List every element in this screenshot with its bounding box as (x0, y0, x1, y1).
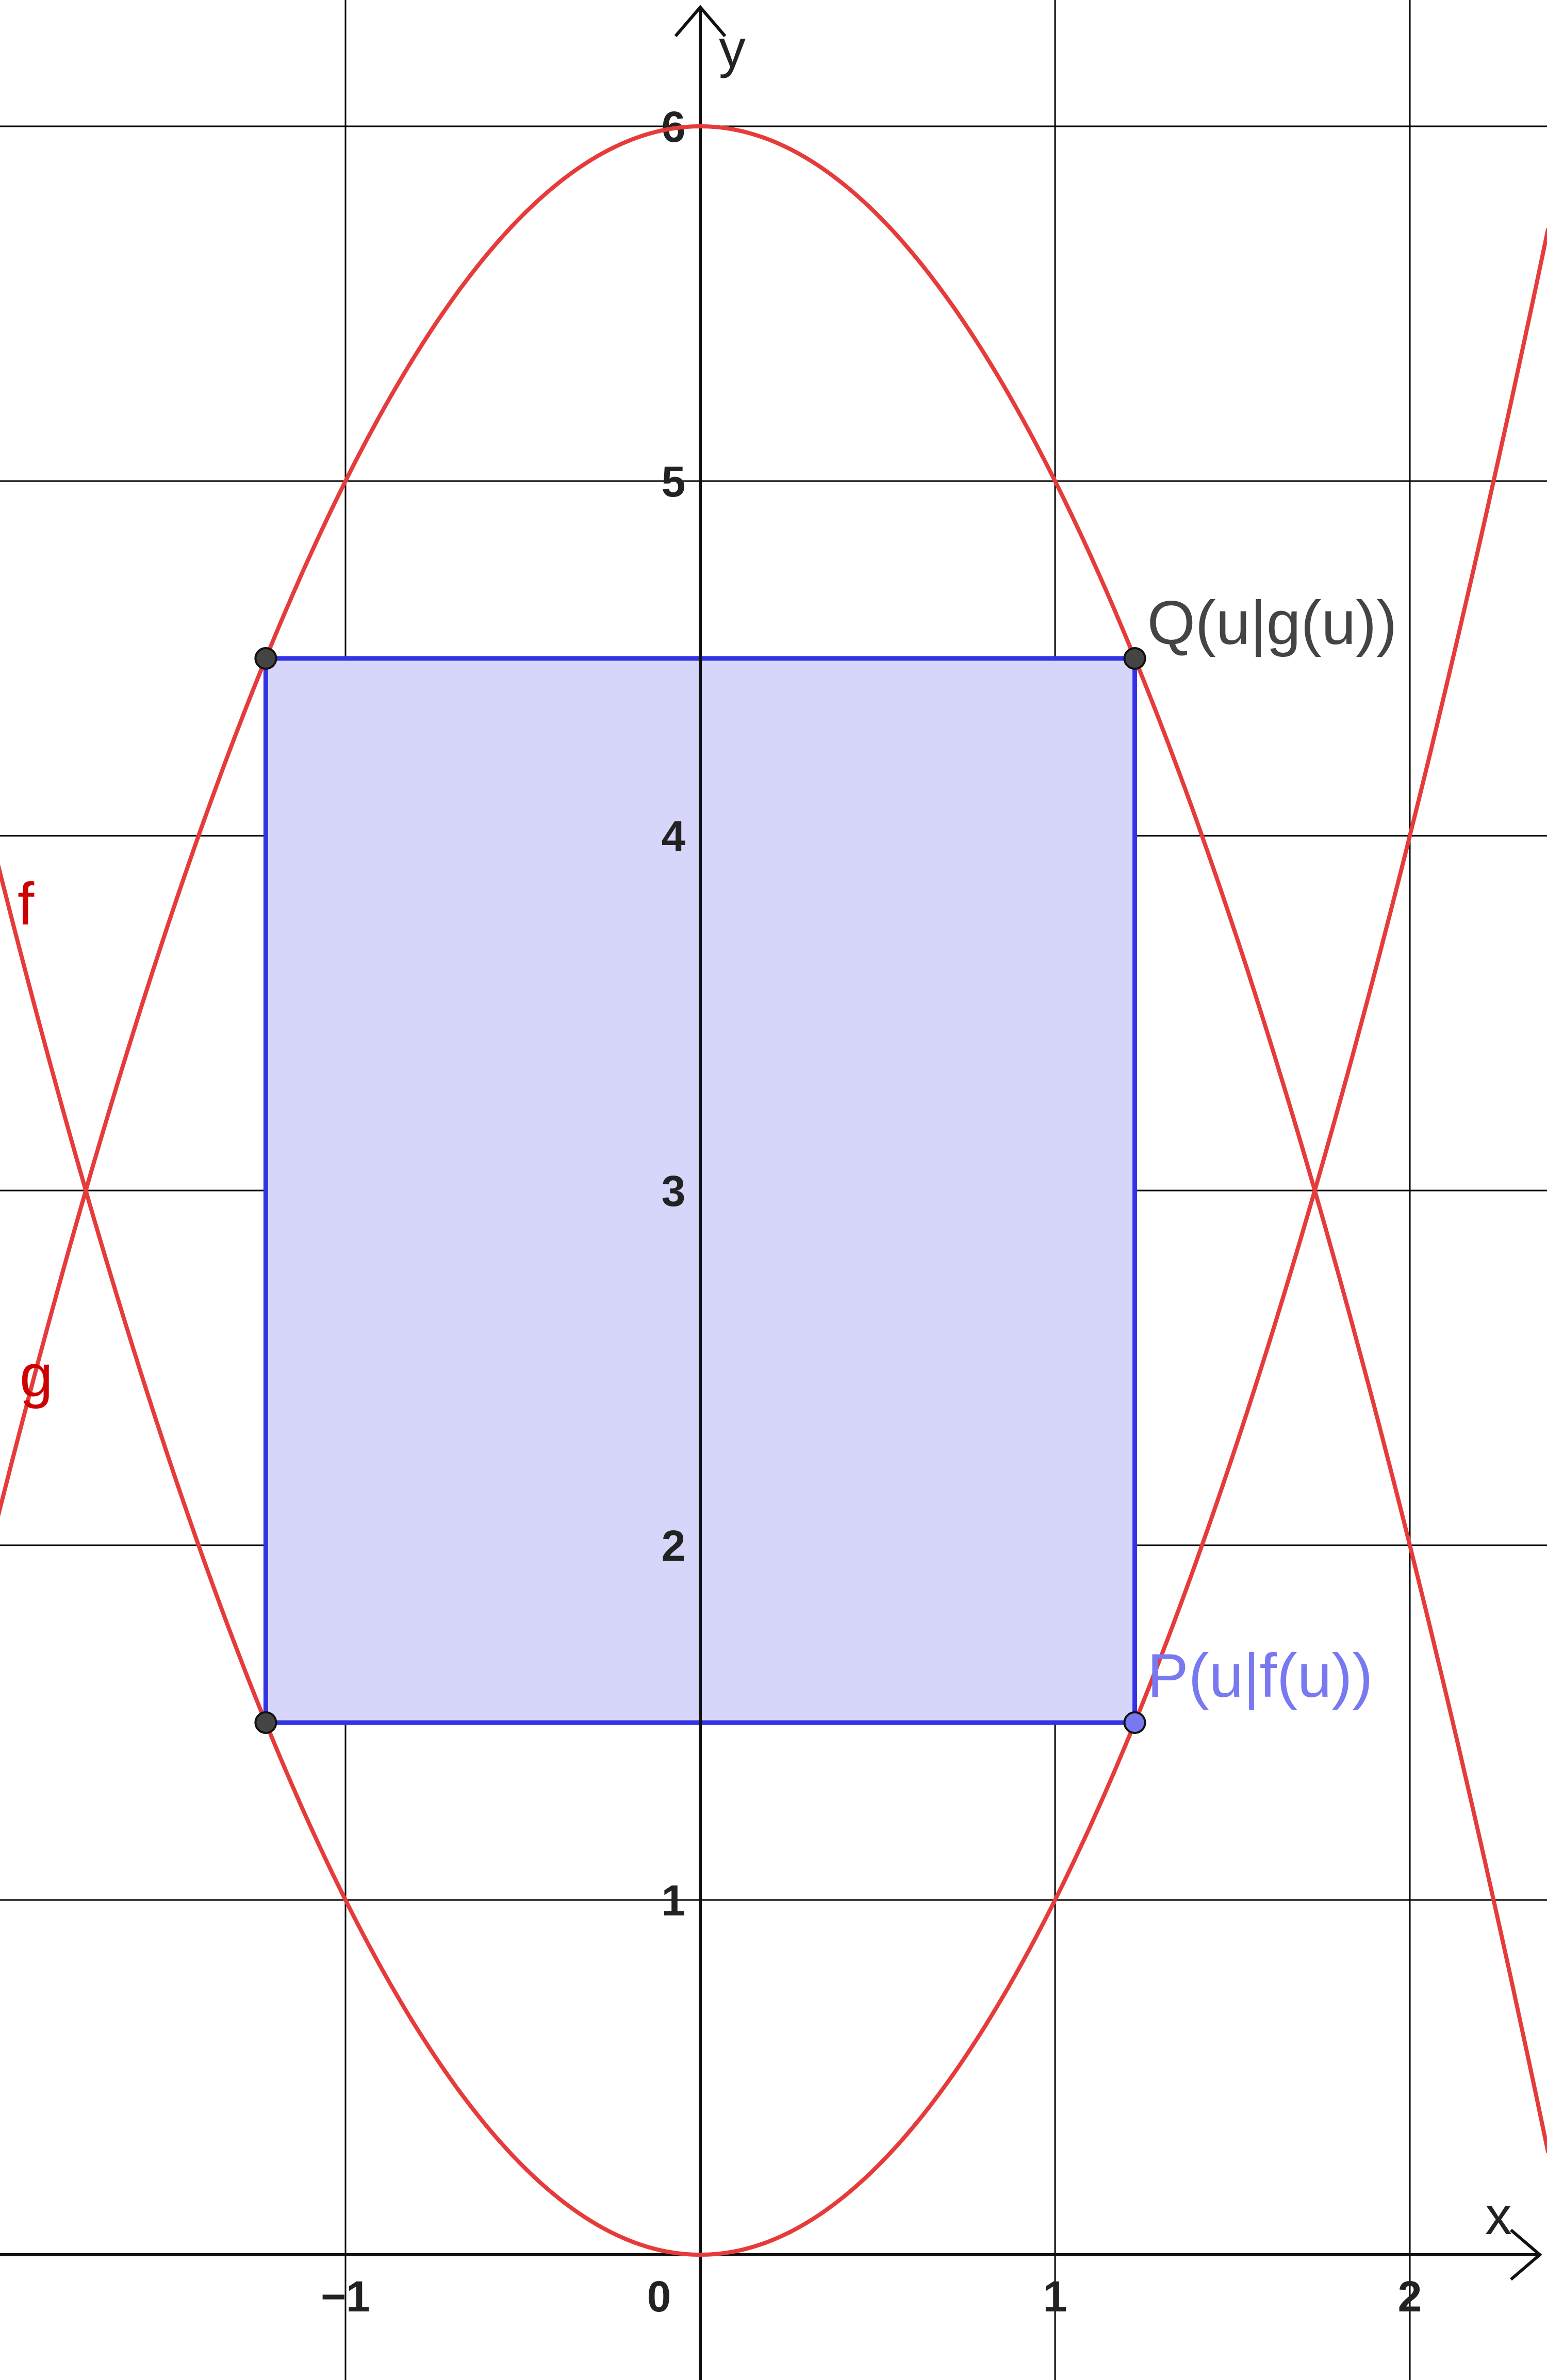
point-q[interactable] (1125, 648, 1145, 669)
point-p[interactable] (1125, 1712, 1145, 1733)
x-axis-label: x (1485, 2186, 1512, 2246)
y-tick-label: 2 (661, 1522, 686, 1570)
y-tick-label: 3 (661, 1167, 686, 1215)
curve-f-label: f (18, 870, 35, 937)
point-p-label: P(u|f(u)) (1147, 1641, 1373, 1710)
x-tick-label: −1 (321, 2272, 370, 2321)
x-tick-label: 0 (647, 2272, 671, 2321)
y-tick-label: 1 (661, 1876, 686, 1925)
y-tick-label: 4 (661, 812, 686, 861)
point-q-mirror[interactable] (255, 648, 276, 669)
x-tick-label: 1 (1043, 2272, 1067, 2321)
curve-g-label: g (20, 1342, 53, 1410)
x-tick-label: 2 (1397, 2272, 1422, 2321)
y-axis-label: y (719, 19, 746, 79)
point-p-mirror[interactable] (255, 1712, 276, 1733)
y-tick-label: 5 (661, 457, 686, 506)
point-q-label: Q(u|g(u)) (1147, 588, 1397, 657)
y-tick-label: 6 (661, 103, 686, 151)
